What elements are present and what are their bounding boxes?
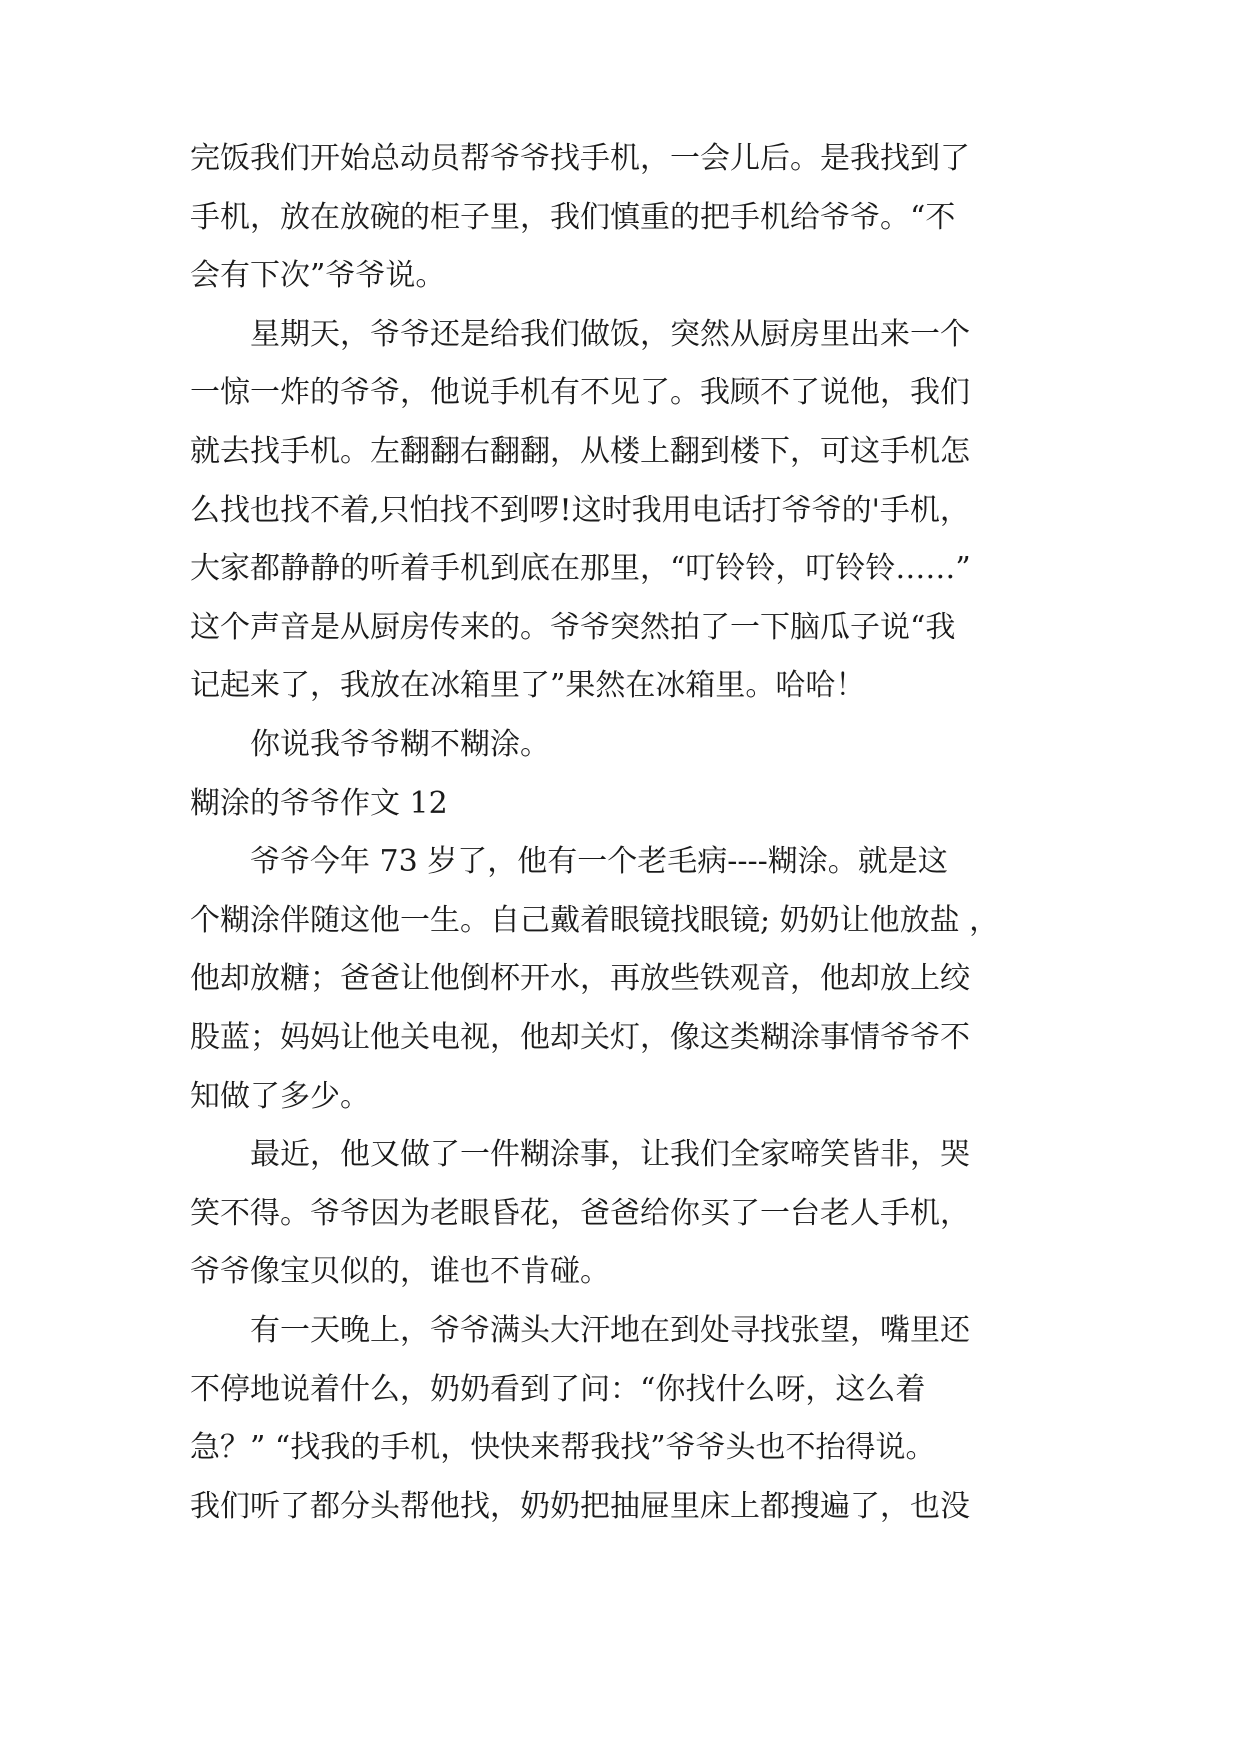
text-line: 爷爷今年 73 岁了，他有一个老毛病----糊涂。就是这 [190,844,948,880]
text-line: 不停地说着什么，奶奶看到了问：“你找什么呀，这么着 [190,1371,926,1407]
text-line: 会有下次”爷爷说。 [190,258,446,294]
text-line: 手机，放在放碗的柜子里，我们慎重的把手机给爷爷。“不 [190,199,956,235]
text-line: 爷爷像宝贝似的，谁也不肯碰。 [190,1254,610,1290]
text-line: 么找也找不着,只怕找不到啰!这时我用电话打爷爷的'手机， [190,492,970,528]
text-line: 股蓝；妈妈让他关电视，他却关灯，像这类糊涂事情爷爷不 [190,1020,970,1055]
text-line: 有一天晚上，爷爷满头大汗地在到处寻找张望，嘴里还 [190,1313,970,1348]
text-line: 笑不得。爷爷因为老眼昏花，爸爸给你买了一台老人手机， [190,1195,970,1231]
text-line: 大家都静静的听着手机到底在那里，“叮铃铃，叮铃铃……” [190,551,971,587]
text-line: 记起来了，我放在冰箱里了”果然在冰箱里。哈哈！ [190,668,866,704]
text-line: 一惊一炸的爷爷，他说手机有不见了。我顾不了说他，我们 [190,375,970,411]
text-line: 个糊涂伴随这他一生。自己戴着眼镜找眼镜; 奶奶让他放盐 ， [190,902,1000,938]
text-line: 这个声音是从厨房传来的。爷爷突然拍了一下脑瓜子说“我 [190,609,956,645]
text-line: 最近，他又做了一件糊涂事，让我们全家啼笑皆非，哭 [190,1137,970,1173]
section-heading: 糊涂的爷爷作文 12 [190,785,448,821]
text-line: 你说我爷爷糊不糊涂。 [190,727,550,762]
text-line: 就去找手机。左翻翻右翻翻，从楼上翻到楼下，可这手机怎 [190,434,970,469]
text-line: 急？” “找我的手机，快快来帮我找”爷爷头也不抬得说。 [190,1430,936,1466]
text-line: 完饭我们开始总动员帮爷爷找手机，一会儿后。是我找到了 [190,141,970,176]
text-line: 他却放糖；爸爸让他倒杯开水，再放些铁观音，他却放上绞 [190,961,970,997]
text-line: 我们听了都分头帮他找，奶奶把抽屉里床上都搜遍了，也没 [190,1488,970,1524]
text-line: 星期天，爷爷还是给我们做饭，突然从厨房里出来一个 [190,316,970,352]
text-line: 知做了多少。 [190,1078,370,1114]
